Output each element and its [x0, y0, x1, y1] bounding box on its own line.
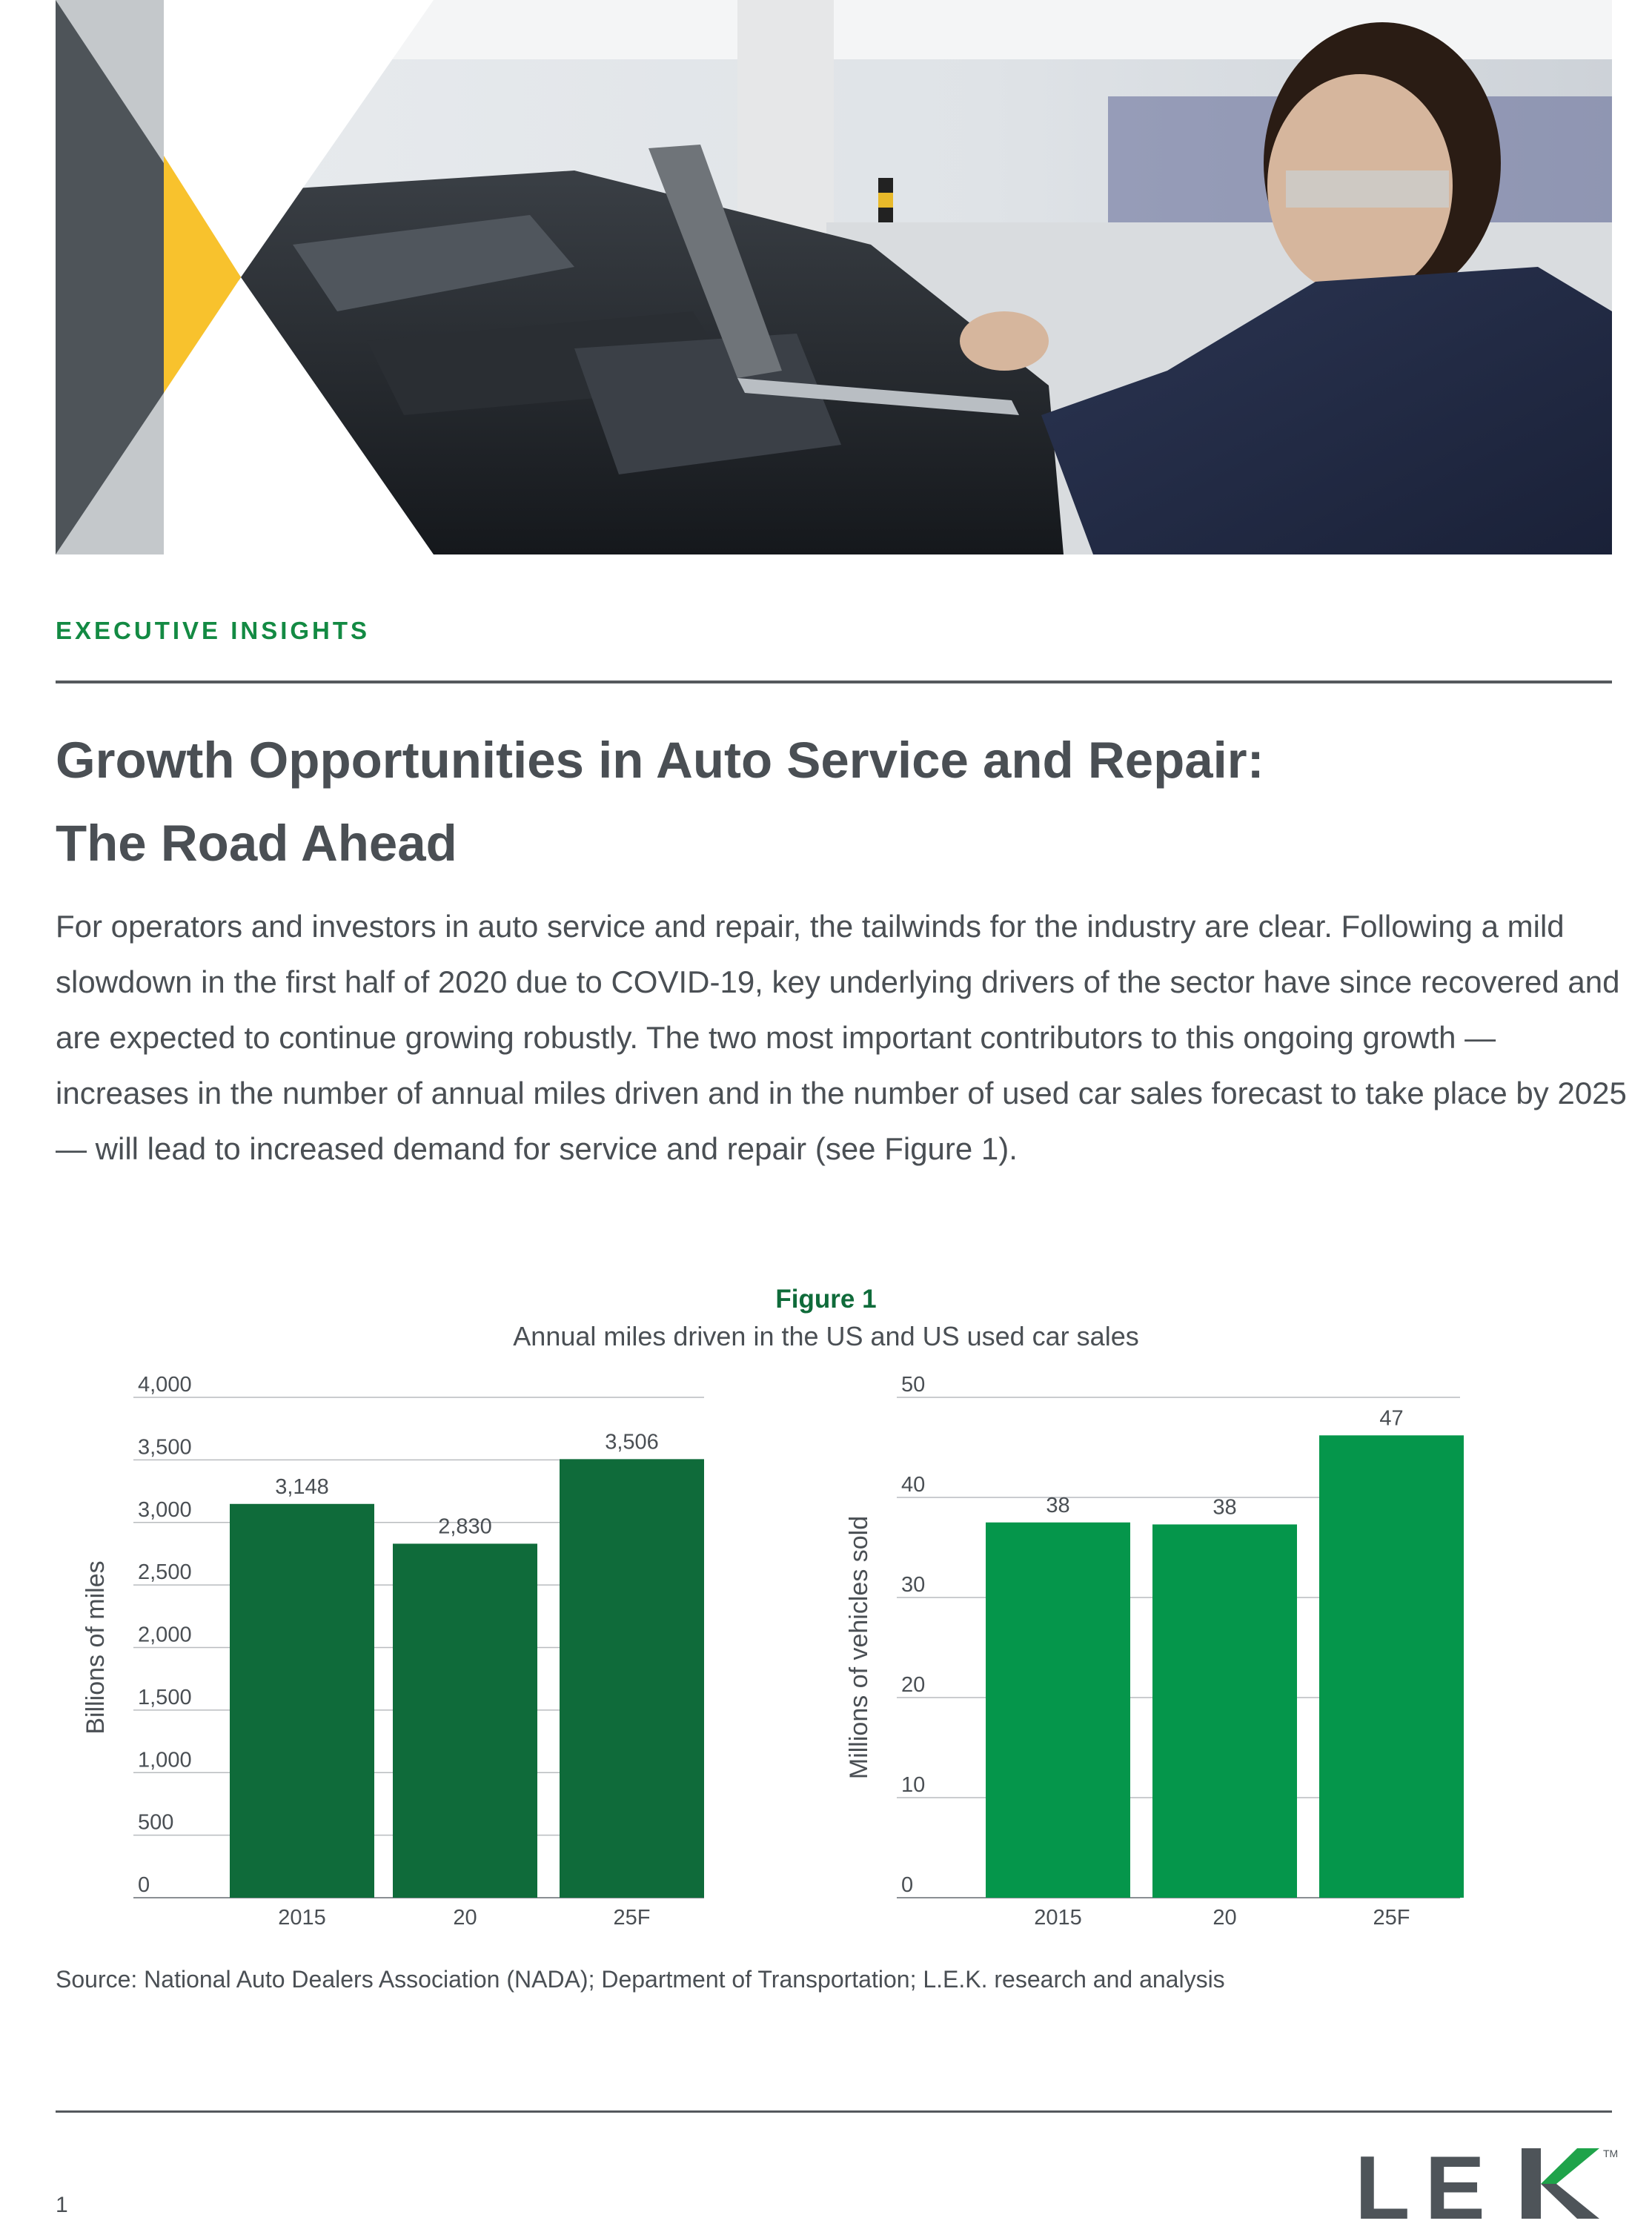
chart-used-car-sales	[837, 1364, 1505, 1930]
y-tick-label: 40	[901, 1473, 926, 1497]
bar-value-label: 3,148	[275, 1474, 329, 1499]
page-title	[56, 719, 1612, 885]
bar-value-label: 38	[1046, 1493, 1070, 1517]
bar-value-label: 38	[1213, 1495, 1237, 1520]
lek-logo	[1355, 2141, 1622, 2222]
hero-image	[56, 0, 1612, 554]
y-tick-label: 20	[901, 1673, 926, 1697]
y-tick-label: 0	[138, 1873, 150, 1897]
y-tick-label: 10	[901, 1773, 926, 1797]
bar	[1319, 1435, 1464, 1898]
y-tick-label: 3,500	[138, 1435, 192, 1460]
trademark-mark: TM	[1603, 2148, 1619, 2159]
bar-value-label: 3,506	[605, 1430, 659, 1454]
figure-label: Figure 1	[775, 1285, 877, 1314]
y-tick-label: 0	[901, 1873, 914, 1897]
y-tick-label: 2,000	[138, 1623, 192, 1647]
bar	[560, 1459, 704, 1898]
y-axis-title: Millions of vehicles sold	[845, 1515, 873, 1780]
x-category-label: 25F	[1373, 1906, 1410, 1930]
bar	[230, 1504, 374, 1898]
y-tick-label: 3,000	[138, 1497, 192, 1522]
figure-source: Source: National Auto Dealers Association (NADA); Department of Transportation; L.E.K. research and analysis	[56, 1966, 1225, 1993]
chart-miles-driven	[74, 1364, 741, 1930]
bar-value-label: 2,830	[438, 1514, 492, 1539]
logo-letters: LE	[1355, 2141, 1500, 2222]
bar	[393, 1543, 537, 1898]
header-divider	[56, 681, 1612, 683]
x-category-label: 20	[1213, 1906, 1237, 1930]
page-number: 1	[56, 2193, 68, 2217]
intro-paragraph: For operators and investors in auto service and repair, the tailwinds for the industry are clear. Following a mild slowdown in the first half of 2020 due to COVID-19, key underlying drivers of the sector have since recovered and are expected to continue growing robustly. The two most important contributors to this ongoing growth — increases in the number of annual miles driven and in the number of used car sales forecast to take place by 2025 — will lead to increased demand for service and repair (see Figure 1).	[56, 909, 1627, 1166]
y-tick-label: 30	[901, 1573, 926, 1597]
x-category-label: 2015	[1034, 1906, 1082, 1930]
y-tick-label: 500	[138, 1810, 174, 1835]
x-category-label: 20	[453, 1906, 477, 1930]
y-tick-label: 2,500	[138, 1560, 192, 1585]
y-axis-title: Billions of miles	[82, 1560, 110, 1735]
section-kicker: EXECUTIVE INSIGHTS	[56, 617, 371, 644]
y-tick-label: 50	[901, 1373, 926, 1397]
bar	[986, 1523, 1130, 1898]
y-tick-label: 4,000	[138, 1373, 192, 1397]
chart-miles-svg	[74, 1364, 741, 1930]
chart-sales-svg	[837, 1364, 1505, 1930]
title-line-2: The Road Ahead	[56, 815, 457, 872]
x-category-label: 2015	[278, 1906, 326, 1930]
title-line-1: Growth Opportunities in Auto Service and Repair:	[56, 732, 1264, 789]
bar-value-label: 47	[1379, 1406, 1404, 1431]
x-category-label: 25F	[613, 1906, 651, 1930]
y-tick-label: 1,000	[138, 1748, 192, 1772]
footer-divider	[56, 2110, 1612, 2113]
bar	[1152, 1524, 1297, 1898]
y-tick-label: 1,500	[138, 1685, 192, 1709]
figure-caption: Annual miles driven in the US and US used car sales	[513, 1321, 1139, 1351]
